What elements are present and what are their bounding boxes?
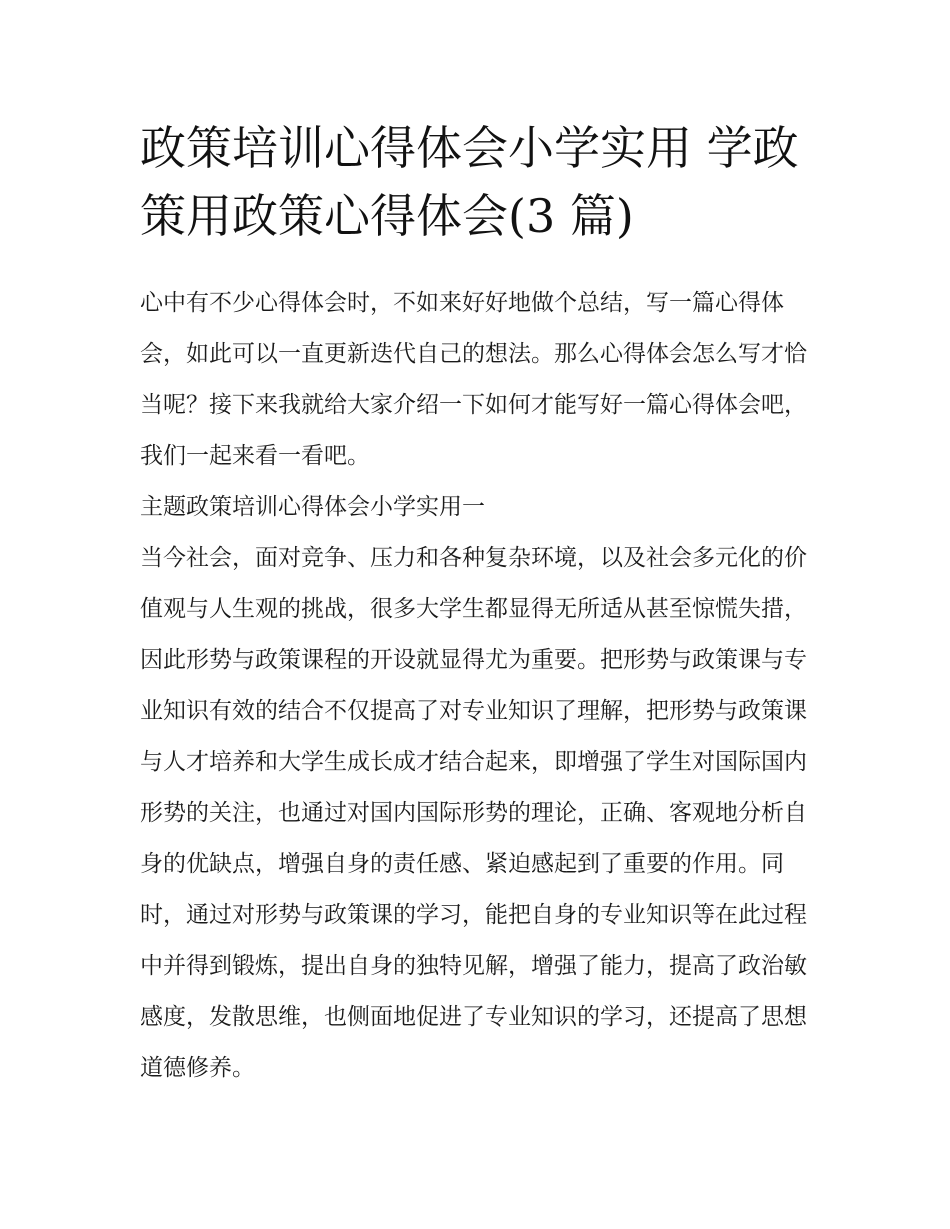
section-heading: 主题政策培训心得体会小学实用一 — [140, 494, 485, 520]
document-title: 政策培训心得体会小学实用 学政策用政策心得体会(3 篇) — [140, 121, 799, 243]
section-paragraph: 当今社会，面对竞争、压力和各种复杂环境，以及社会多元化的价值观与人生观的挑战，很多大学生都显得无所适从甚至惊慌失措，因此形势与政策课程的开设就显得尤为重要。把形势与政策课与专业知识有效的结合不仅提高了对专业知识了理解，把形势与政策课与人才培养和大学生成长成才结合起来，即增强了学生对国际国内形势的关注，也通过对国内国际形势的理论，正确、客观地分析自身的优缺点，增强自身的责任感、紧迫感起到了重要的作用。同时，通过对形势与政策课的学习，能把自身的专业知识等在此过程中并得到锻炼，提出自身的独特见解，增强了能力，提高了政治敏感度，发散思维，也侧面地促进了专业知识的学习，还提高了思想道德修养。 — [140, 545, 807, 1081]
document-body — [140, 278, 812, 1094]
intro-paragraph: 心中有不少心得体会时，不如来好好地做个总结，写一篇心得体会，如此可以一直更新迭代自己的想法。那么心得体会怎么写才恰当呢？接下来我就给大家介绍一下如何才能写好一篇心得体会吧，我们一起来看一看吧。 — [140, 290, 807, 469]
